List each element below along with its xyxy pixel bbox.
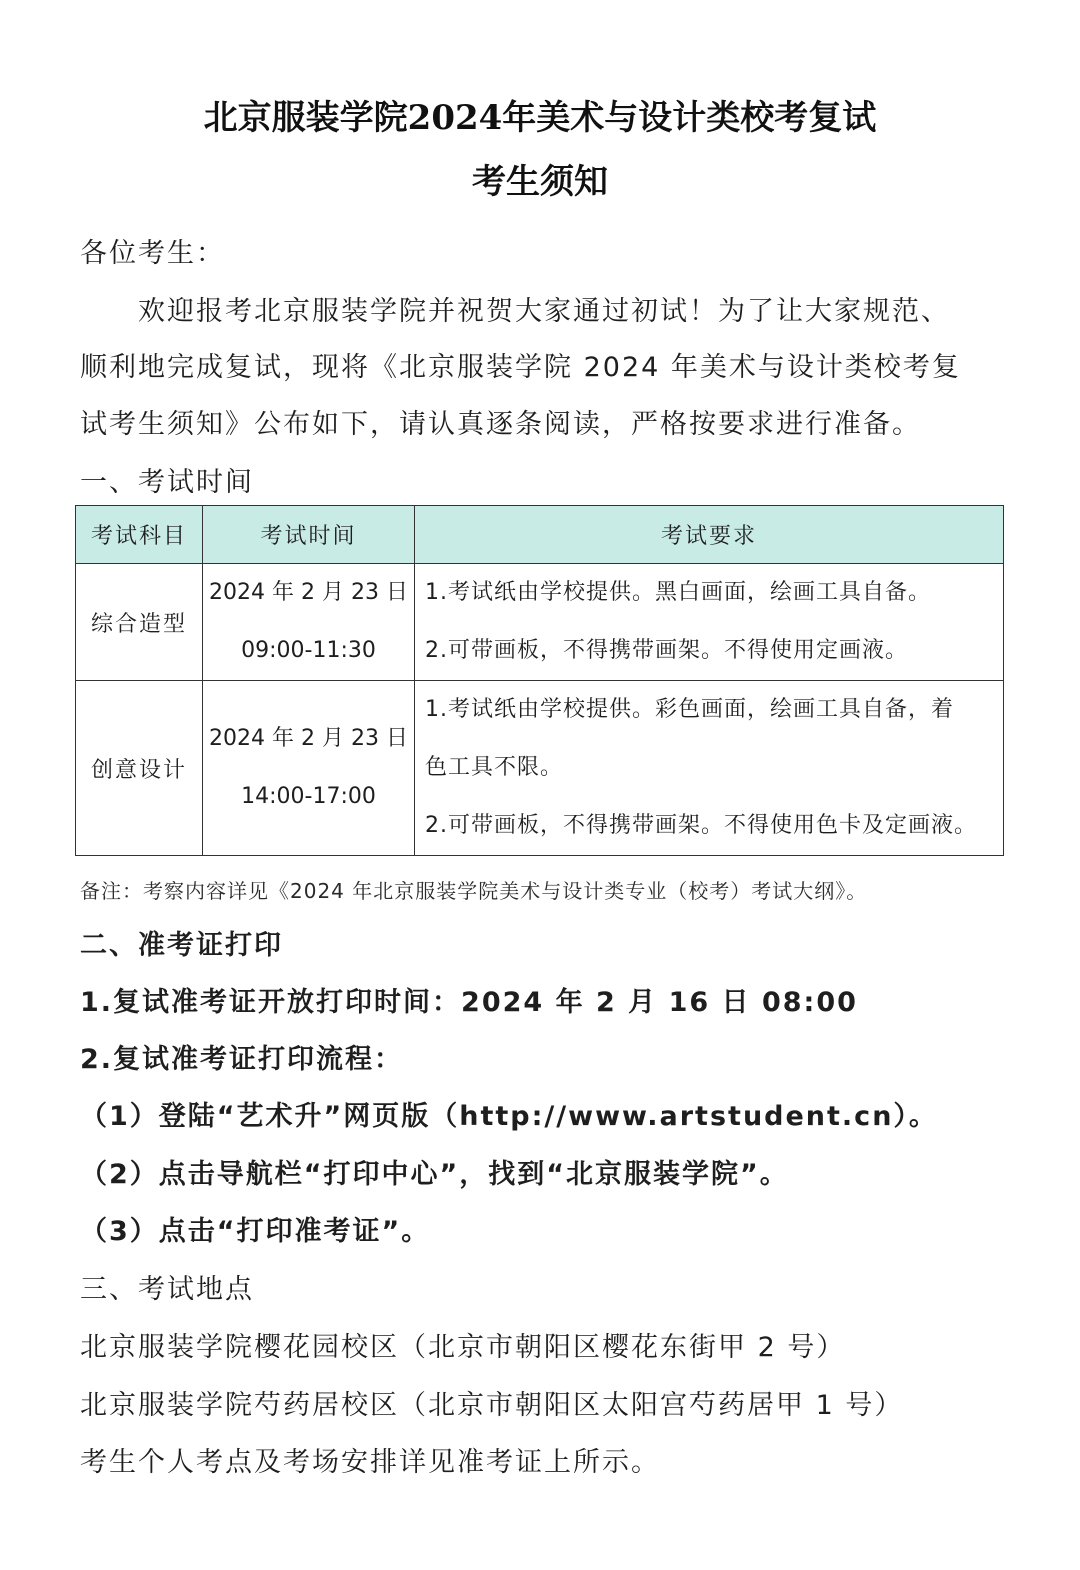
document-subtitle: 考生须知 — [472, 162, 608, 202]
intro-line: 顺利地完成复试，现将《北京服装学院 2024 年美术与设计类校考复 — [80, 352, 961, 383]
print-step: （1）登陆“艺术升”网页版（http://www.artstudent.cn）。 — [80, 1101, 938, 1132]
exam-date: 2024 年 2 月 23 日 — [209, 580, 408, 605]
table-note: 备注：考察内容详见《2024 年北京服装学院美术与设计类专业（校考）考试大纲》。 — [80, 879, 868, 903]
table-header-row — [76, 506, 1004, 564]
table-header-subject: 考试科目 — [76, 506, 203, 564]
exam-date: 2024 年 2 月 23 日 — [209, 726, 408, 751]
exam-time: 14:00-17:00 — [241, 784, 376, 809]
table-cell-subject: 综合造型 — [76, 564, 203, 681]
table-row — [76, 564, 1004, 681]
table-header-requirements: 考试要求 — [415, 506, 1004, 564]
table-row — [76, 681, 1004, 856]
location-line: 北京服装学院芍药居校区（北京市朝阳区太阳宫芍药居甲 1 号） — [80, 1390, 904, 1421]
table-header-time: 考试时间 — [203, 506, 415, 564]
requirement-line: 2.可带画板，不得携带画架。不得使用色卡及定画液。 — [425, 813, 977, 838]
table-cell-requirements — [415, 564, 1004, 681]
print-process-item: 2.复试准考证打印流程： — [80, 1044, 404, 1075]
greeting: 各位考生： — [80, 238, 225, 269]
table-cell-requirements — [415, 681, 1004, 856]
print-step: （2）点击导航栏“打印中心”，找到“北京服装学院”。 — [80, 1159, 789, 1190]
location-line: 北京服装学院樱花园校区（北京市朝阳区樱花东街甲 2 号） — [80, 1332, 846, 1363]
table-cell-subject: 创意设计 — [76, 681, 203, 856]
requirement-line: 1.考试纸由学校提供。彩色画面，绘画工具自备，着 — [425, 697, 954, 722]
print-step: （3）点击“打印准考证”。 — [80, 1216, 431, 1247]
section-heading-exam-location: 三、考试地点 — [80, 1274, 254, 1305]
intro-line: 欢迎报考北京服装学院并祝贺大家通过初试！为了让大家规范、 — [80, 296, 950, 327]
section-heading-admission-ticket: 二、准考证打印 — [80, 930, 283, 961]
table-cell-time — [203, 564, 415, 681]
exam-schedule-table — [75, 505, 1004, 856]
requirement-line: 1.考试纸由学校提供。黑白画面，绘画工具自备。 — [425, 580, 931, 605]
document-title: 北京服装学院2024年美术与设计类校考复试 — [203, 98, 877, 138]
exam-time: 09:00-11:30 — [241, 638, 376, 663]
section-heading-exam-time: 一、考试时间 — [80, 467, 254, 498]
location-line: 考生个人考点及考场安排详见准考证上所示。 — [80, 1447, 660, 1478]
intro-line: 试考生须知》公布如下，请认真逐条阅读，严格按要求进行准备。 — [80, 409, 921, 440]
table-cell-time — [203, 681, 415, 856]
requirement-line: 2.可带画板，不得携带画架。不得使用定画液。 — [425, 638, 908, 663]
print-time-item: 1.复试准考证开放打印时间：2024 年 2 月 16 日 08:00 — [80, 987, 858, 1018]
requirement-line: 色工具不限。 — [425, 755, 564, 780]
